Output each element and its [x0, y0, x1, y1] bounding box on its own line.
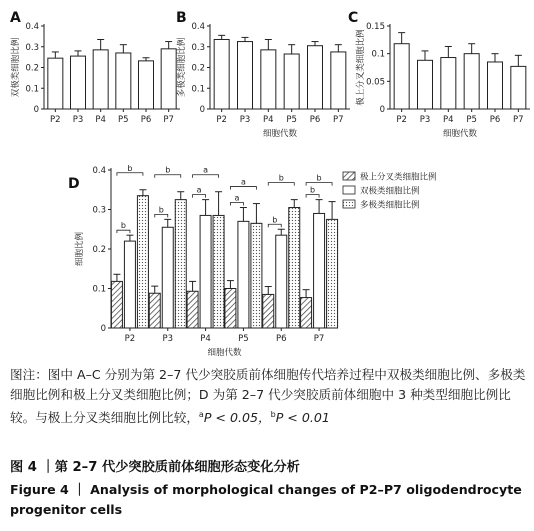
- bar: [137, 196, 148, 328]
- panel-label: A: [10, 10, 21, 26]
- significance-mark: a: [196, 185, 202, 195]
- significance-bracket: [155, 214, 168, 217]
- bar: [327, 219, 338, 328]
- bar: [214, 39, 229, 109]
- x-tick-label: P2: [396, 115, 407, 125]
- bar: [124, 241, 135, 328]
- y-tick-label: 0.1: [92, 284, 106, 295]
- x-tick-label: P7: [333, 115, 344, 125]
- x-tick-label: P2: [124, 334, 136, 344]
- x-axis-label: 细胞代数: [207, 348, 242, 358]
- y-axis-label: 双极类细胞比例: [11, 37, 21, 98]
- x-tick-label: P4: [200, 334, 211, 344]
- significance-mark: a: [203, 165, 209, 175]
- significance-bracket: [230, 187, 256, 190]
- significance-mark: a: [240, 177, 246, 187]
- x-tick-label: P5: [286, 115, 297, 125]
- bar: [464, 54, 479, 109]
- y-tick-label: 0.3: [191, 42, 205, 53]
- y-tick-label: 0.4: [92, 166, 106, 176]
- x-tick-label: P6: [275, 334, 287, 344]
- y-tick-label: 0: [379, 105, 385, 115]
- panel-b: [176, 10, 350, 139]
- note-text: 图注：图中 A–C 分别为第 2–7 代少突胶质前体细胞传代培养过程中双极类细胞比例、多极类细胞比例和极上分叉类细胞比例；D 为第 2–7 代少突胶质前体细胞中 3 种类型细胞比例比较。与极上分叉类细胞比例比较，: [10, 367, 526, 426]
- bar: [238, 221, 249, 328]
- bar: [71, 56, 86, 109]
- significance-bracket: [268, 224, 281, 227]
- y-axis-label: 细胞比例: [75, 231, 85, 267]
- x-axis-label: 细胞代数: [442, 129, 478, 139]
- caption-english: Figure 4 ｜ Analysis of morphological changes of P2–P7 oligodendrocyte progenitor cells: [10, 482, 522, 517]
- panel-c: [348, 10, 530, 139]
- bar: [441, 58, 456, 109]
- y-tick-label: 0.3: [25, 42, 39, 53]
- y-tick-label: 0.2: [25, 63, 39, 74]
- x-tick-label: P3: [72, 115, 84, 125]
- bar: [276, 235, 287, 328]
- bar: [162, 227, 173, 328]
- x-tick-label: P2: [216, 115, 227, 125]
- x-tick-label: P3: [162, 334, 174, 344]
- figure-note: [10, 365, 526, 428]
- bar: [263, 294, 274, 328]
- significance-mark: b: [316, 173, 322, 183]
- note-p-b: P < 0.01: [275, 410, 330, 426]
- significance-bracket: [230, 203, 243, 206]
- bar: [314, 213, 325, 328]
- bar: [331, 52, 346, 109]
- significance-mark: b: [310, 185, 316, 195]
- x-tick-label: P3: [239, 115, 251, 125]
- caption-chinese: 图 4 ｜第 2–7 代少突胶质前体细胞形态变化分析: [10, 460, 300, 475]
- significance-mark: b: [120, 221, 126, 231]
- x-tick-label: P5: [118, 115, 129, 125]
- y-tick-label: 0.2: [191, 63, 205, 74]
- significance-mark: b: [278, 173, 284, 183]
- bar: [511, 66, 526, 109]
- y-tick-label: 0.1: [25, 84, 39, 95]
- bar: [251, 223, 262, 328]
- bar: [175, 200, 186, 328]
- x-tick-label: P5: [238, 334, 249, 344]
- bar: [48, 58, 63, 109]
- y-tick-label: 0: [100, 324, 106, 334]
- note-sup-a: a: [198, 410, 204, 419]
- bar: [187, 291, 198, 328]
- y-tick-label: 0: [199, 105, 205, 115]
- x-tick-label: P7: [313, 334, 325, 344]
- significance-bracket: [193, 175, 219, 178]
- bar: [225, 289, 236, 329]
- x-tick-label: P4: [95, 115, 106, 125]
- legend-label: 双极类细胞比例: [360, 186, 420, 197]
- bar: [261, 50, 276, 109]
- bar: [301, 298, 312, 328]
- note-p-a: P < 0.05，: [203, 410, 271, 426]
- bar: [488, 62, 503, 109]
- significance-mark: b: [272, 215, 278, 225]
- panel-d: [68, 164, 437, 358]
- significance-mark: a: [234, 193, 240, 203]
- significance-bracket: [306, 195, 319, 198]
- bar: [238, 42, 253, 109]
- x-tick-label: P6: [489, 115, 501, 125]
- bar: [111, 281, 122, 328]
- legend-swatch: [343, 200, 355, 208]
- bar: [308, 46, 323, 109]
- panel-a: [10, 10, 180, 125]
- significance-mark: b: [127, 163, 133, 173]
- panel-label: B: [176, 10, 187, 26]
- x-tick-label: P6: [309, 115, 321, 125]
- legend-label: 多极类细胞比例: [360, 200, 420, 211]
- x-tick-label: P4: [263, 115, 274, 125]
- legend-swatch: [343, 172, 355, 180]
- bar: [93, 50, 108, 109]
- significance-bracket: [117, 173, 143, 176]
- x-tick-label: P6: [140, 115, 152, 125]
- bar: [149, 293, 160, 328]
- bar: [161, 49, 176, 109]
- y-tick-label: 0.1: [371, 49, 385, 60]
- x-tick-label: P2: [50, 115, 61, 125]
- x-tick-label: P7: [163, 115, 174, 125]
- significance-mark: b: [158, 205, 164, 215]
- x-tick-label: P4: [443, 115, 454, 125]
- bar: [284, 54, 299, 109]
- bar: [213, 215, 224, 328]
- significance-bracket: [193, 195, 206, 198]
- legend-label: 极上分叉类细胞比例: [360, 172, 437, 183]
- x-axis-label: 细胞代数: [262, 129, 298, 139]
- significance-bracket: [268, 183, 294, 186]
- x-tick-label: P7: [513, 115, 524, 125]
- y-tick-label: 0.4: [25, 22, 39, 32]
- bar: [116, 53, 131, 109]
- y-tick-label: 0.05: [366, 77, 385, 88]
- y-tick-label: 0.1: [191, 84, 205, 95]
- bar: [394, 44, 409, 109]
- y-axis-label: 极上分叉类细胞比例: [356, 29, 366, 106]
- y-tick-label: 0.15: [366, 22, 385, 32]
- x-tick-label: P3: [419, 115, 431, 125]
- significance-mark: b: [165, 165, 171, 175]
- significance-bracket: [155, 175, 181, 178]
- note-sup-b: b: [270, 410, 276, 419]
- bar: [139, 61, 154, 109]
- y-axis-label: 多极类细胞比例: [177, 37, 187, 98]
- y-tick-label: 0: [33, 105, 39, 115]
- bar: [418, 60, 433, 109]
- legend-swatch: [343, 186, 355, 194]
- panel-label: C: [348, 10, 359, 26]
- y-tick-label: 0.2: [92, 245, 106, 255]
- y-tick-label: 0.4: [191, 22, 205, 32]
- bar: [200, 215, 211, 328]
- y-tick-label: 0.3: [92, 205, 106, 216]
- panel-label: D: [68, 176, 80, 192]
- x-tick-label: P5: [466, 115, 477, 125]
- significance-bracket: [117, 230, 130, 233]
- bar: [289, 208, 300, 328]
